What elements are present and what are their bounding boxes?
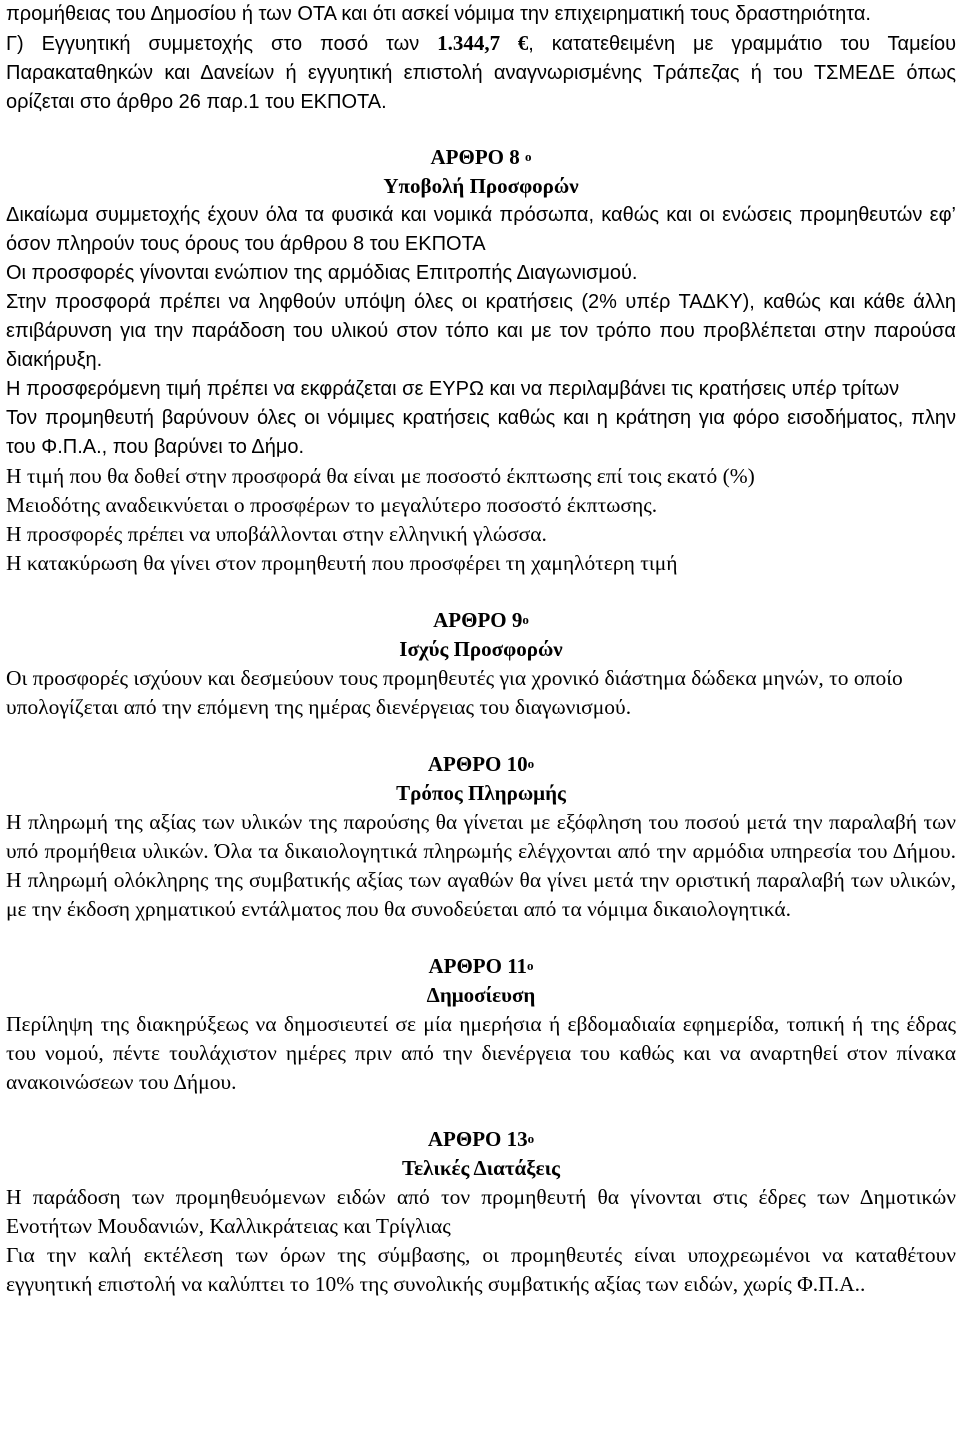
article-10-paragraph: Η πληρωμή της αξίας των υλικών της παρούσης θα γίνεται με εξόφληση του ποσού μετά την παραλαβή των υπό προμήθεια υλικών. Όλα τα δικαιολογητικά πληρωμής ελέγχονται από την αρμόδια υπηρεσία του Δήμου. Η πληρωμή ολόκληρης της συμβατικής αξίας των αγαθών θα γίνει μετά την οριστική παραλαβή των υλικών, με την έκδοση χρηματικού εντάλματος που θα συνοδεύεται από τα νόμιμα δικαιολογητικά. (6, 810, 956, 921)
article-10-subtitle: Τρόπος Πληρωμής (396, 781, 566, 805)
guarantee-rest: , κατατεθειμένη με γραμμάτιο του Ταμείου Παρακαταθηκών και Δανείων ή εγγυητική επιστολή αναγνωρισμένης Τράπεζας ή του ΤΣΜΕΔΕ όπως ορίζεται στο άρθρο 26 παρ.1 του ΕΚΠΟΤΑ. (6, 33, 957, 113)
guarantee-prefix: Γ) Εγγυητική συμμετοχής στο ποσό των (6, 33, 438, 55)
article-8-paragraph: Μειοδότης αναδεικνύεται ο προσφέρων το μεγαλύτερο ποσοστό έκπτωσης. (6, 493, 658, 517)
article-13-sup: ο (527, 1131, 535, 1146)
article-13-paragraph: Η παράδοση των προμηθευόμενων ειδών από τον προμηθευτή θα γίνονται στις έδρες των Δημοτικών Ενοτήτων Μουδανιών, Καλλικράτειας και Τρίγλιας (6, 1185, 956, 1238)
article-8-paragraph: Τον προμηθευτή βαρύνουν όλες οι νόμιμες κρατήσεις καθώς και η κράτηση για φόρο εισοδήματος, πλην του Φ.Π.Α., που βαρύνει το Δήμο. (6, 407, 956, 458)
article-8-heading: ΑΡΘΡΟ 8 $^o$ (430, 145, 532, 169)
article-8-subtitle: Υποβολή Προσφορών (383, 174, 579, 198)
article-9-paragraph: Οι προσφορές ισχύουν και δεσμεύουν τους προμηθευτές για χρονικό διάστημα δώδεκα μηνών, το οποίο υπολογίζεται από την επόμενη της ημέρας διενέργειας του διαγωνισμού. (6, 666, 903, 719)
article-8-paragraph: Στην προσφορά πρέπει να ληφθούν υπόψη όλες οι κρατήσεις (2% υπέρ ΤΑΔΚΥ), καθώς και κάθε άλλη επιβάρυνση για την παράδοση του υλικού στον τόπο και με τον τρόπο που προβλέπεται στην παρούσα διακήρυξη. (6, 291, 956, 371)
article-13-paragraph: Για την καλή εκτέλεση των όρων της σύμβασης, οι προμηθευτές είναι υποχρεωμένοι να καταθέτουν εγγυητική επιστολή να καλύπτει το 10% της συνολικής συμβατικής αξίας των ειδών, χωρίς Φ.Π.Α.. (6, 1243, 956, 1296)
guarantee-paragraph (6, 29, 956, 117)
guarantee-amount: 1.344,7 € (437, 31, 529, 55)
article-10-sup: ο (527, 756, 535, 771)
article-8-paragraph: Η προσφερόμενη τιμή πρέπει να εκφράζεται σε ΕΥΡΩ και να περιλαμβάνει τις κρατήσεις υπέρ τρίτων (6, 378, 900, 400)
article-10-heading: ΑΡΘΡΟ $10^o$ (427, 752, 535, 776)
article-9-subtitle: Ισχύς Προσφορών (399, 637, 563, 661)
article-8-paragraph: Δικαίωμα συμμετοχής έχουν όλα τα φυσικά και νομικά πρόσωπα, καθώς και οι ενώσεις προμηθευτών εφ’ όσον πληρούν τους όρους του άρθρου 8 του ΕΚΠΟΤΑ (6, 204, 956, 255)
article-8-paragraph: Η προσφορές πρέπει να υποβάλλονται στην ελληνική γλώσσα. (6, 522, 547, 546)
article-11-heading: ΑΡΘΡΟ $11^o$ (428, 954, 534, 978)
document-page (6, 0, 956, 1299)
article-13-heading: ΑΡΘΡΟ $13^o$ (427, 1127, 535, 1151)
article-8-paragraph: Οι προσφορές γίνονται ενώπιον της αρμόδιας Επιτροπής Διαγωνισμού. (6, 262, 638, 284)
article-11-paragraph: Περίληψη της διακηρύξεως να δημοσιευτεί σε μία ημερήσια ή εβδομαδιαία εφημερίδα, τοπική ή της έδρας του νομού, πέντε τουλάχιστον ημέρες πριν από την διενέργεια του καθώς και να αναρτηθεί στον πίνακα ανακοινώσεων του Δήμου. (6, 1012, 956, 1094)
article-8-sup: ο (525, 149, 532, 164)
article-11-subtitle: Δημοσίευση (426, 983, 536, 1007)
article-11-sup: ο (527, 958, 534, 973)
intro-paragraph: προμήθειας του Δημοσίου ή των ΟΤΑ και ότι ασκεί νόμιμα την επιχειρηματική τους δραστηριότητα. (6, 3, 871, 25)
article-8-paragraph: Η κατακύρωση θα γίνει στον προμηθευτή που προσφέρει τη χαμηλότερη τιμή (6, 551, 678, 575)
article-8-paragraph: Η τιμή που θα δοθεί στην προσφορά θα είναι με ποσοστό έκπτωσης επί τοις εκατό (%) (6, 464, 755, 488)
article-9-heading: ΑΡΘΡΟ $9^o$ (433, 608, 529, 632)
article-9-sup: ο (522, 612, 529, 627)
article-13-subtitle: Τελικές Διατάξεις (402, 1156, 560, 1180)
